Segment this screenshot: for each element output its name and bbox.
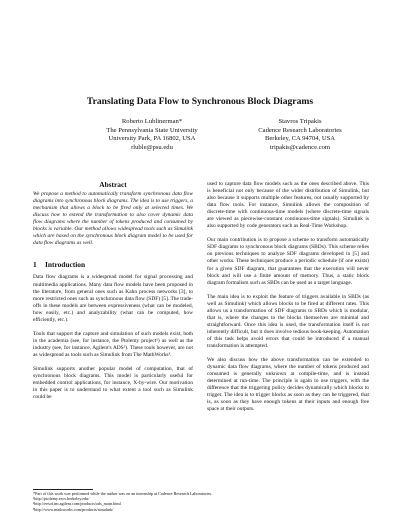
author-address: University Park, PA 16802, USA	[108, 135, 196, 143]
footnote: *Part of this work was performed while the author was on an internship at Cadence Research Laboratories.	[33, 491, 213, 496]
paragraph: Our main contribution is to propose a scheme to transform automatically SDF diagrams to synchronous block diagrams (SBDs). This scheme relies on previous techniques to analyze SDF diagrams developed in [5] and other works. These techniques produce a periodic schedule (if one exists) for a given SDF diagram, that guarantees that the execution will never block and will use a finite amount of memory. Thus, a static block diagram formalism such as SBDs can be used as a target language.	[207, 237, 369, 286]
abstract-text: We propose a method to automatically transform synchronous data flow diagrams into synchronous block diagrams. The idea is to use triggers, a mechanism that allows a block to be fired only at selected times. We discuss how to extend the transformation to also cover dynamic data flow diagrams where the number of tokens produced and consumed by blocks is variable. Our method allows widespread tools such as Simulink which are based on the synchronous block diagram model to be used for data flow diagrams as well.	[33, 191, 193, 247]
footnote: ³http://www.mathworks.com/products/simulink/	[33, 506, 114, 512]
footnote: ²http://eesof.tm.agilent.com/products/ads_main.html	[33, 501, 121, 507]
author-address: Berkeley, CA 94704, USA	[264, 135, 336, 143]
abstract-heading: Abstract	[99, 180, 127, 189]
author-name: Stavros Tripakis	[278, 118, 322, 125]
footnote: ¹http://ptolemy.eecs.berkeley.edu/	[33, 496, 90, 502]
paragraph: Data flow diagrams is a widespread model for signal processing and multimedia applications. Many data flow models have been proposed in the literature, from general ones such as Kahn process networks [3], to more restricted ones such as synchronous data flow (SDF) [5]. The trade-offs in these models are between expressiveness (what can be modeled, how easily, etc.) and analyzability (what can be computed, how efficiently, etc.).	[33, 274, 193, 323]
author-email: tripakis@cadence.com	[269, 143, 331, 151]
paragraph: Simulink supports another popular model of computation, that of synchronous block diagrams. This model is particularly useful for embedded control applications, for instance, X-by-wire. Our motivation in this paper is to understand to what extent a tool such as Simulink could be	[33, 365, 193, 401]
author-block-1	[92, 118, 212, 152]
paragraph: We also discuss how the above transformation can be extended to dynamic data flow diagrams, where the number of tokens produced and consumed is generally unknown at compile-time, and is instead determined at run-time. The principle is again to use triggers, with the difference that the triggering policy decides dynamically which blocks to trigger. The idea is to trigger blocks as soon as they can be triggered, that is, as soon as they have enough tokens at their inputs and enough free space at their outputs.	[207, 357, 369, 413]
author-email: rluble@psu.edu	[131, 143, 173, 151]
section-title: Introduction	[45, 260, 86, 270]
right-column	[207, 181, 369, 413]
abstract-section	[33, 181, 193, 247]
left-column	[33, 181, 193, 401]
author-name: Roberto Lublinerman*	[121, 118, 183, 125]
paper-title: Translating Data Flow to Synchronous Block Diagrams	[86, 96, 314, 107]
footnotes	[33, 491, 213, 512]
author-affiliation: Cadence Research Laboratories	[258, 126, 342, 134]
author-block-2	[230, 118, 370, 152]
paragraph: Tools that support the capture and simulation of such models exist, both in the academia (see, for instance, the Ptolemy project¹) as well as the industry (see, for instance, Agilent's ADS²). These tools however, are not as widespread as tools such as Simulink from The MathWorks³.	[33, 330, 193, 358]
section-number: 1	[33, 260, 37, 270]
paragraph: used to capture data flow models such as the ones described above. This is beneficial not only because of the wider distribution of Simulink, but also because it supports multiple other features, not usually supported by data flow tools. For instance, Simulink allows the composition of discrete-time with continuous-time models (where discrete-time signals are viewed as piecewise-constant continuous-time signals). Simulink is also supported by code generators such as Real-Time Workshop.	[207, 181, 369, 230]
section-heading	[33, 261, 193, 268]
footnote-rule	[33, 489, 93, 490]
paragraph: The main idea is to exploit the feature of triggers available in SBDs (as well as Simulink) which allows blocks to be fired at different rates. This allows us a transformation of SDF diagrams to SBDs which is modular, that is, where the changes to the blocks themselves are minimal and straightforward. Once this idea is used, the transformation itself is not inherently difficult, but it does involve tedious book-keeping. Automation of this task helps avoid errors that could be introduced if a manual transformation is attempted.	[207, 293, 369, 349]
author-affiliation: The Pennsylvania State University	[106, 126, 198, 134]
